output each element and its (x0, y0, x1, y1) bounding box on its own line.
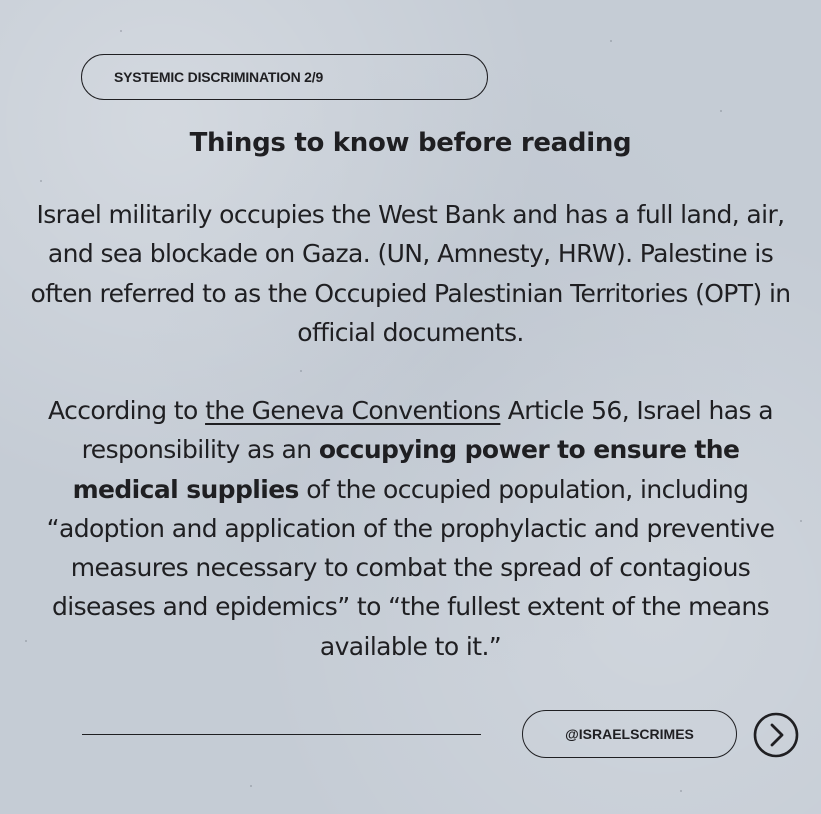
texture-speck (40, 180, 42, 182)
footer-divider (82, 734, 481, 735)
texture-speck (250, 785, 252, 787)
emphasis-text: occupying power to ensure the medical supplies (72, 435, 740, 504)
series-badge (81, 54, 488, 100)
geneva-paragraph (30, 391, 791, 666)
geneva-conventions-link[interactable]: the Geneva Conventions (205, 396, 501, 425)
texture-speck (800, 520, 802, 522)
handle-label: @ISRAELSCRIMES (565, 726, 694, 742)
paragraph-text: of the occupied population, including “adoption and application of the prophylactic and preventive measures necessary to combat the spread of contagious diseases and epidemics” to “the fullest extent of the means available to it.” (46, 474, 775, 661)
paragraph-text: Article 56, Israel has a responsibility as an (81, 396, 773, 465)
handle-badge[interactable] (522, 710, 737, 758)
texture-speck (120, 30, 122, 32)
texture-speck (300, 370, 302, 372)
texture-speck (610, 40, 612, 42)
series-label: SYSTEMIC DISCRIMINATION 2/9 (114, 69, 324, 85)
texture-speck (680, 790, 682, 792)
next-slide-button[interactable] (753, 712, 799, 758)
page-title: Things to know before reading (189, 128, 632, 158)
intro-paragraph: Israel militarily occupies the West Bank and has a full land, air, and sea blockade on Gaza. (UN, Amnesty, HRW). Palestine is often referred to as the Occupied Palestinian Territories (OPT) in official documents. (30, 200, 791, 347)
paragraph-text: According to (48, 396, 206, 425)
texture-speck (25, 640, 27, 642)
texture-speck (720, 110, 722, 112)
chevron-right-circle-icon (753, 712, 799, 758)
